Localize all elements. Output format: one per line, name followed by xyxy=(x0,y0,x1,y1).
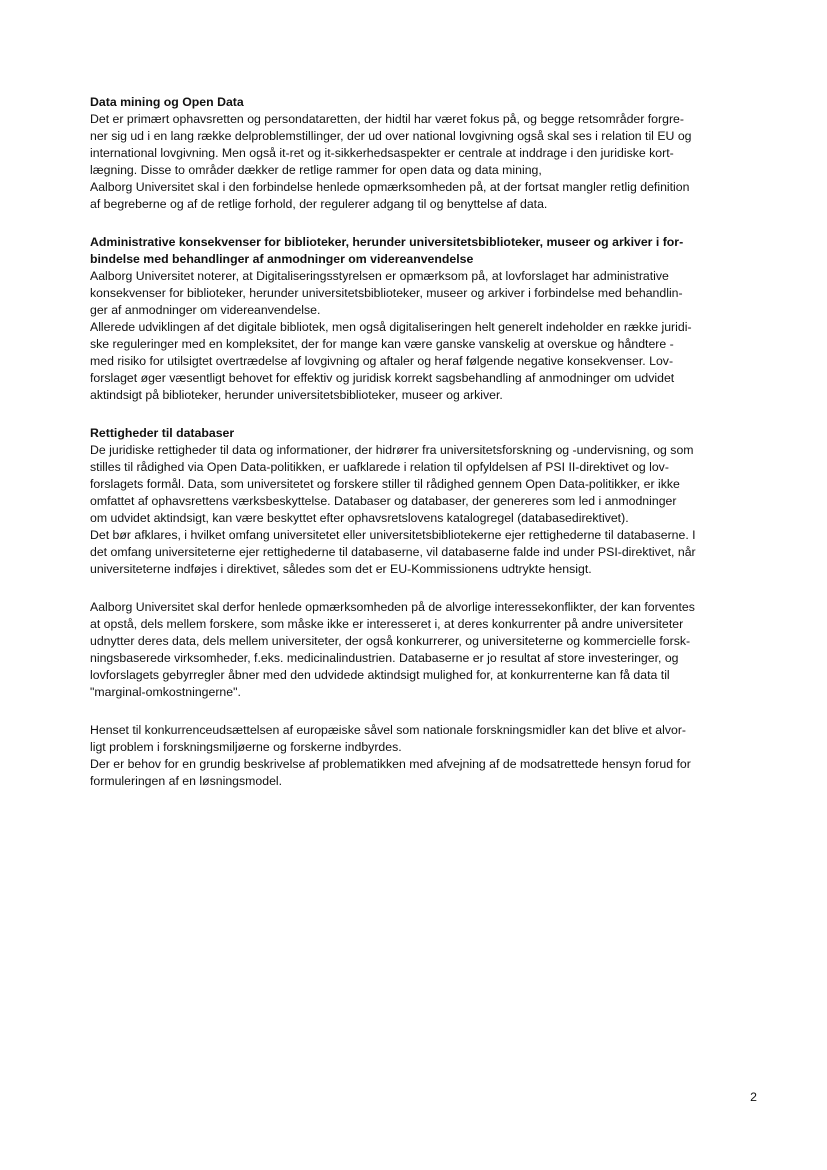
paragraph-line: udnytter deres data, dels mellem universiteter, der også konkurrerer, og universiteterne og kommercielle forsk- xyxy=(90,634,691,648)
page-number: 2 xyxy=(750,1090,757,1104)
paragraph-line: af begreberne og af de retlige forhold, der regulerer adgang til og benyttelse af data. xyxy=(90,197,548,211)
paragraph-line: ligt problem i forskningsmiljøerne og forskerne indbyrdes. xyxy=(90,740,402,754)
paragraph-line: Aalborg Universitet skal i den forbindelse henlede opmærksomheden på, at der fortsat mangler retlig definition xyxy=(90,180,690,194)
section xyxy=(90,722,758,790)
paragraph-line: at opstå, dels mellem forskere, som måske ikke er interesseret i, at deres konkurrenter på andre universiteter xyxy=(90,617,684,631)
paragraph-line: Henset til konkurrenceudsættelsen af europæiske såvel som nationale forskningsmidler kan det blive et alvor- xyxy=(90,723,687,737)
paragraph-line: Allerede udviklingen af det digitale bibliotek, men også digitaliseringen helt generelt indeholder en række juridi- xyxy=(90,320,692,334)
paragraph-line: lovforslagets gebyrregler åbner med den udvidede aktindsigt mulighed for, at konkurrenterne kan få data til xyxy=(90,668,670,682)
paragraph-line: Det bør afklares, i hvilket omfang universitetet eller universitetsbibliotekerne ejer rettighederne til databaserne. I xyxy=(90,528,696,542)
paragraph-line: omfattet af ophavsrettens værksbeskyttelse. Databaser og databaser, der genereres som led i anmodninger xyxy=(90,494,677,508)
paragraph-line: ner sig ud i en lang række delproblemstillinger, der ud over national lovgivning også skal ses i relation til EU og xyxy=(90,129,692,143)
paragraph-line: ningsbaserede virksomheder, f.eks. medicinalindustrien. Databaserne er jo resultat af store investeringer, og xyxy=(90,651,679,665)
paragraph-line: det omfang universiteterne ejer rettighederne til databaserne, vil databaserne falde ind under PSI-direktivet, når xyxy=(90,545,696,559)
paragraph-line: "marginal-omkostningerne". xyxy=(90,685,241,699)
paragraph-line: ske reguleringer med en kompleksitet, der for mange kan være ganske vanskelig at overskue og håndtere - xyxy=(90,337,674,351)
paragraph-line: aktindsigt på biblioteker, herunder universitetsbiblioteker, museer og arkiver. xyxy=(90,388,503,402)
section xyxy=(90,425,758,578)
paragraph-line: formuleringen af en løsningsmodel. xyxy=(90,774,283,788)
section-heading-line: Rettigheder til databaser xyxy=(90,426,235,440)
paragraph-line: forslagets formål. Data, som universitetet og forskere stiller til rådighed gennem Open Data-politikker, er ikke xyxy=(90,477,680,491)
paragraph-line: De juridiske rettigheder til data og informationer, der hidrører fra universitetsforskning og -undervisning, og som xyxy=(90,443,694,457)
paragraph-line: universiteterne indføjes i direktivet, således som det er EU-Kommissionens udtrykte hensigt. xyxy=(90,562,592,576)
paragraph-line: forslaget øger væsentligt behovet for effektiv og juridisk korrekt sagsbehandling af anmodninger om udvidet xyxy=(90,371,675,385)
section-heading-line: bindelse med behandlinger af anmodninger om videreanvendelse xyxy=(90,252,474,266)
paragraph-line: lægning. Disse to områder dækker de retlige rammer for open data og data mining, xyxy=(90,163,542,177)
paragraph-line: international lovgivning. Men også it-ret og it-sikkerhedsaspekter er centrale at inddrage i den juridiske kort- xyxy=(90,146,674,160)
document-body xyxy=(90,94,758,811)
paragraph-line: konsekvenser for biblioteker, herunder universitetsbiblioteker, museer og arkiver i forbindelse med behandlin- xyxy=(90,286,683,300)
paragraph-line: med risiko for utilsigtet overtrædelse af lovgivning og aftaler og heraf følgende negative konsekvenser. Lov- xyxy=(90,354,674,368)
paragraph-line: om udvidet aktindsigt, kan være beskyttet efter ophavsretslovens katalogregel (databasedirektivet). xyxy=(90,511,629,525)
paragraph-line: Aalborg Universitet skal derfor henlede opmærksomheden på de alvorlige interessekonflikter, der kan forventes xyxy=(90,600,695,614)
section xyxy=(90,234,758,404)
paragraph-line: stilles til rådighed via Open Data-politikken, er uafklarede i relation til opfyldelsen af PSI II-direktivet og lov- xyxy=(90,460,669,474)
paragraph-line: Det er primært ophavsretten og persondataretten, der hidtil har været fokus på, og begge retsområder forgre- xyxy=(90,112,684,126)
paragraph-line: ger af anmodninger om videreanvendelse. xyxy=(90,303,321,317)
section xyxy=(90,599,758,701)
section xyxy=(90,94,758,213)
section-heading-line: Administrative konsekvenser for biblioteker, herunder universitetsbiblioteker, museer og arkiver i for- xyxy=(90,235,684,249)
paragraph-line: Aalborg Universitet noterer, at Digitaliseringsstyrelsen er opmærksom på, at lovforslaget har administrative xyxy=(90,269,669,283)
paragraph-line: Der er behov for en grundig beskrivelse af problematikken med afvejning af de modsatrettede hensyn forud for xyxy=(90,757,691,771)
section-heading-line: Data mining og Open Data xyxy=(90,95,244,109)
